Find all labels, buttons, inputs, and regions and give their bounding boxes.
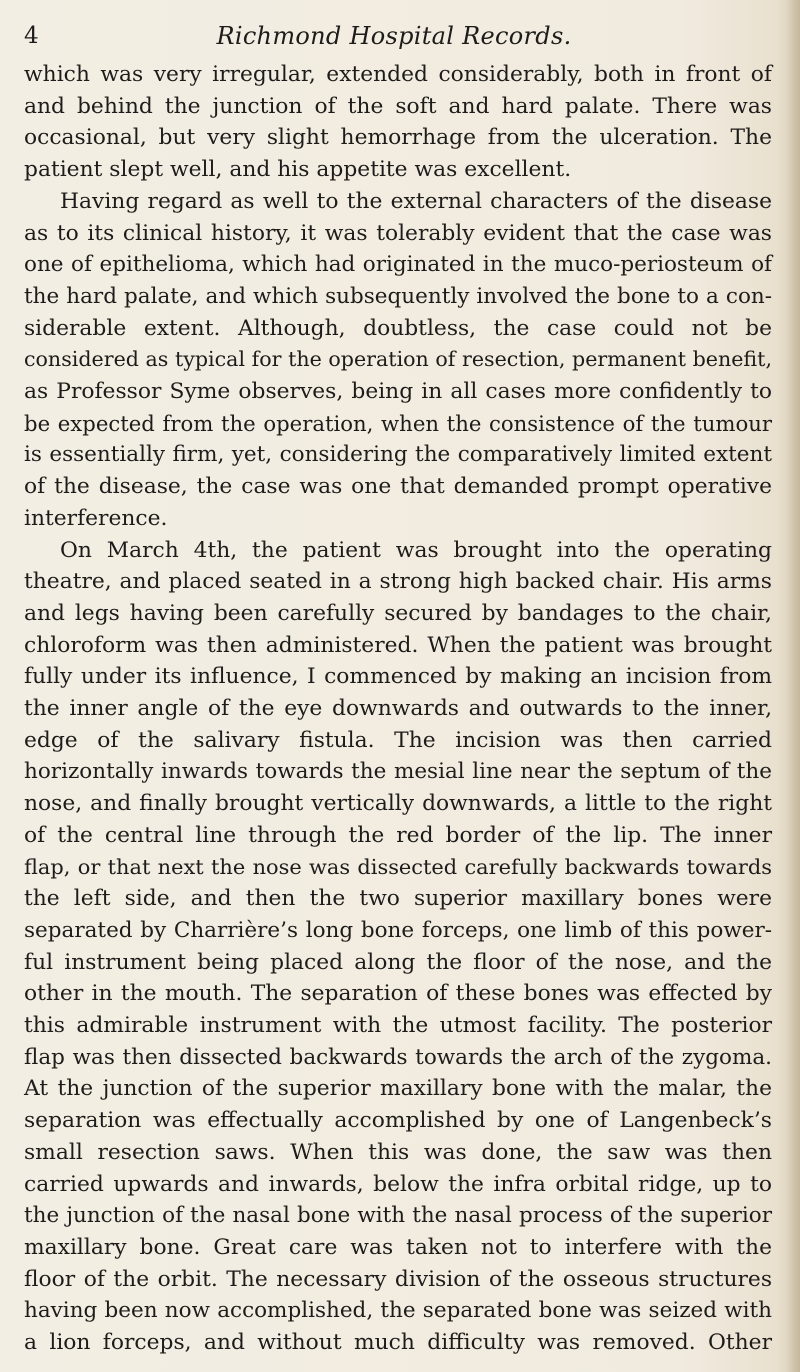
text-line: having been now accomplished, the separated bone was seized with (24, 1298, 772, 1324)
text-line: the left side, and then the two superior maxillary bones were (24, 886, 772, 912)
text-line: is essentially firm, yet, considering the comparatively limited extent (24, 442, 772, 468)
text-line: chloroform was then administered. When the patient was brought (24, 632, 772, 658)
text-line: which was very irregular, extended considerably, both in front of (24, 62, 772, 87)
text-line: flap was then dissected backwards towards the arch of the zygoma. (24, 1044, 772, 1070)
text-line: be expected from the operation, when the consistence of the tumour (24, 410, 772, 436)
page-header (24, 16, 764, 56)
text-line: considered as typical for the operation of resection, permanent benefit, (24, 347, 772, 372)
text-line: the junction of the nasal bone with the nasal process of the superior (24, 1203, 772, 1229)
text-line: the inner angle of the eye downwards and outwards to the inner, (24, 696, 772, 721)
text-line: On March 4th, the patient was brought into the operating (60, 537, 772, 563)
text-line: separated by Charrière’s long bone forceps, one limb of this power- (24, 917, 772, 943)
text-line: carried upwards and inwards, below the infra orbital ridge, up to (24, 1171, 772, 1197)
text-line: Having regard as well to the external characters of the disease (60, 188, 772, 214)
text-line: floor of the orbit. The necessary division of the osseous structures (24, 1266, 772, 1292)
text-line: edge of the salivary fistula. The incision was then carried (24, 727, 772, 753)
text-line: nose, and finally brought vertically downwards, a little to the right (24, 791, 772, 817)
text-line: theatre, and placed seated in a strong high backed chair. His arms (24, 569, 772, 595)
text-line: of the disease, the case was one that demanded prompt operative (24, 474, 772, 500)
text-line: other in the mouth. The separation of these bones was effected by (24, 981, 772, 1007)
text-line: ful instrument being placed along the floor of the nose, and the (24, 949, 772, 975)
text-line: horizontally inwards towards the mesial line near the septum of the (24, 759, 772, 785)
text-line: one of epithelioma, which had originated in the muco-periosteum of (24, 252, 772, 278)
text-line: and legs having been carefully secured by bandages to the chair, (24, 600, 772, 626)
text-line: a lion forceps, and without much difficulty was removed. Other (24, 1330, 772, 1355)
text-line: patient slept well, and his appetite was excellent. (24, 157, 572, 183)
text-line: separation was effectually accomplished by one of Langenbeck’s (24, 1108, 772, 1134)
text-line: as to its clinical history, it was tolerably evident that the case was (24, 220, 772, 246)
running-title: Richmond Hospital Records. (216, 22, 572, 50)
text-line: interference. (24, 505, 168, 531)
text-line: and behind the junction of the soft and hard palate. There was (24, 93, 772, 119)
text-line: fully under its influence, I commenced by making an incision from (24, 664, 772, 690)
page-number: 4 (24, 23, 39, 49)
text-line: the hard palate, and which subsequently involved the bone to a con- (24, 283, 772, 309)
text-line: occasional, but very slight hemorrhage from the ulceration. The (24, 125, 772, 151)
text-line: as Professor Syme observes, being in all cases more confidently to (24, 379, 772, 404)
text-line: small resection saws. When this was done, the saw was then (24, 1139, 772, 1165)
text-line: siderable extent. Although, doubtless, the case could not be (24, 315, 772, 341)
text-line: this admirable instrument with the utmost facility. The posterior (24, 1013, 772, 1038)
page-edge-shadow (786, 0, 800, 1372)
text-line: flap, or that next the nose was dissected carefully backwards towards (24, 854, 772, 879)
text-line: At the junction of the superior maxillary bone with the malar, the (24, 1076, 772, 1102)
text-line: of the central line through the red border of the lip. The inner (24, 822, 772, 848)
text-line: maxillary bone. Great care was taken not to interfere with the (24, 1234, 772, 1260)
